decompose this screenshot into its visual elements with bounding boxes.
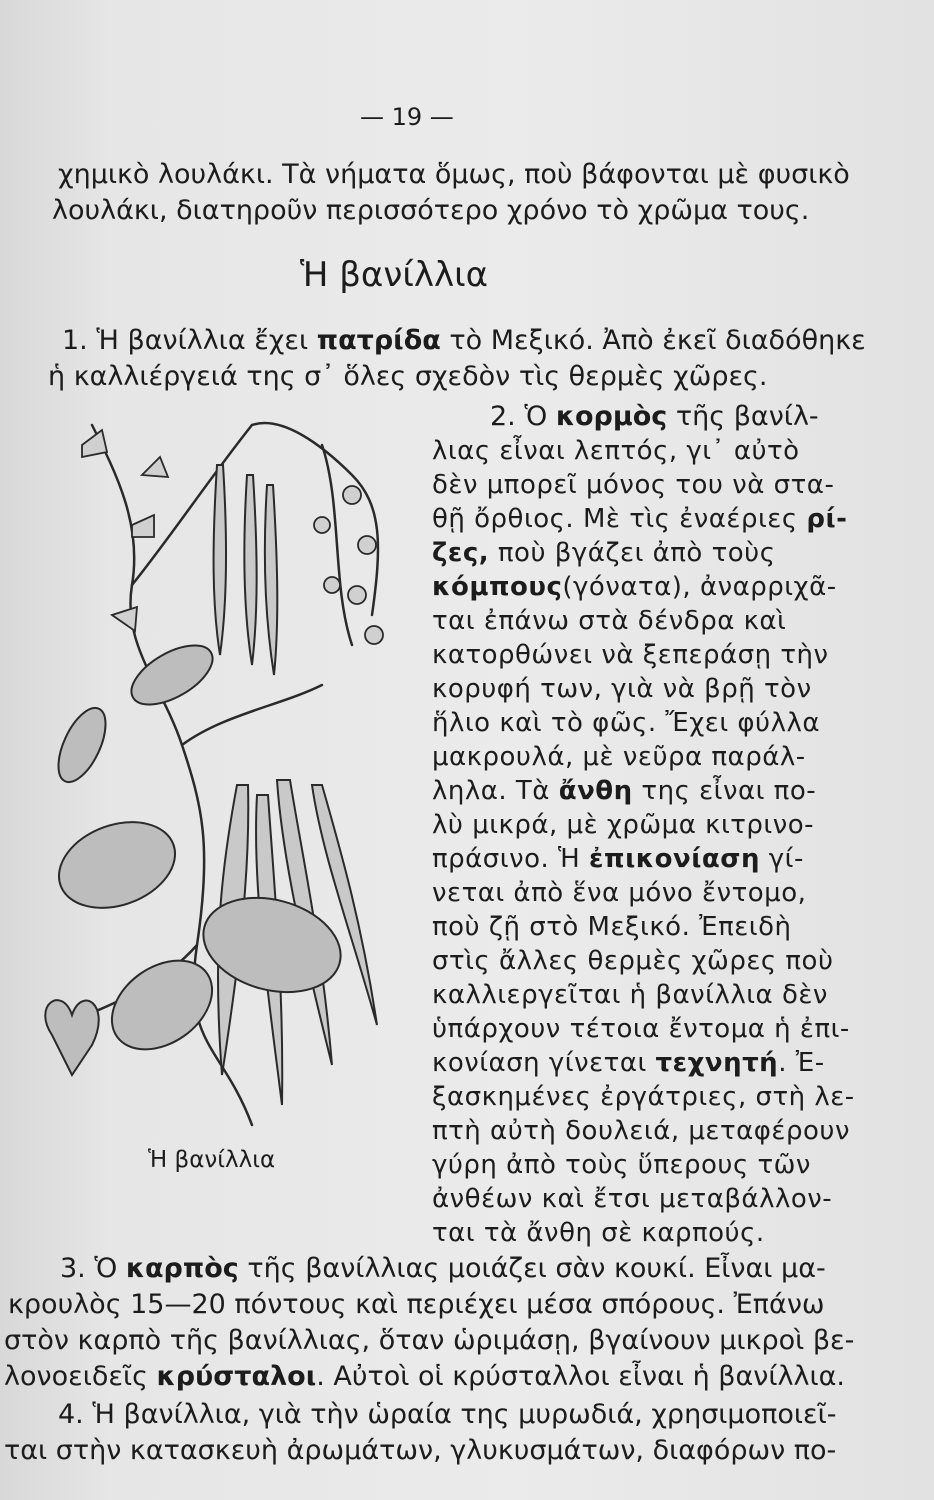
figure-caption: Ἡ βανίλλια	[148, 1147, 276, 1173]
para3-line-4: λονοειδεῖς κρύσταλοι. Αὐτοὶ οἱ κρύσταλλοι εἶναι ἡ βανίλλια.	[4, 1361, 846, 1392]
para3-line-3: στὸν καρπὸ τῆς βανίλλιας, ὅταν ὡριμάσῃ, βγαίνουν μικροὶ βε-	[4, 1325, 855, 1356]
para2-line-9: κορυφή των, γιὰ νὰ βρῇ τὸν	[432, 674, 812, 704]
para3-line-2: κρουλὸς 15—20 πόντους καὶ περιέχει μέσα σπόρους. Ἐπάνω	[8, 1289, 825, 1320]
para2-line-21: ξασκημένες ἐργάτριες, στὴ λε-	[432, 1082, 855, 1112]
para2-line-16: ποὺ ζῇ στὸ Μεξικό. Ἐπειδὴ	[432, 912, 792, 942]
para2-line-12: ληλα. Τὰ ἄνθη της εἶναι πο-	[432, 776, 817, 806]
para2-line-13: λὺ μικρά, μὲ χρῶμα κιτρινο-	[432, 810, 815, 840]
para2-line-2: λιας εἶναι λεπτός, γι᾽ αὐτὸ	[432, 436, 800, 466]
vanilla-plant-illustration	[22, 385, 417, 1135]
intro-line-1: χημικὸ λουλάκι. Τὰ νήματα ὅμως, ποὺ βάφονται μὲ φυσικὸ	[58, 159, 850, 190]
para2-line-19: ὑπάρχουν τέτοια ἔντομα ἡ ἐπι-	[432, 1014, 850, 1044]
para2-line-25: ται τὰ ἄνθη σὲ καρπούς.	[432, 1218, 765, 1248]
para2-line-23: γύρη ἀπὸ τοὺς ὕπερους τῶν	[432, 1150, 811, 1180]
section-title: Ἡ βανίλλια	[300, 255, 488, 295]
para2-line-7: ται ἐπάνω στὰ δένδρα καὶ	[432, 606, 787, 636]
para2-line-14: πράσινο. Ἡ ἐπικονίαση γί-	[432, 844, 804, 874]
para2-line-11: μακρουλά, μὲ νεῦρα παράλ-	[432, 742, 806, 772]
para3-line-1: 3. Ὁ καρπὸς τῆς βανίλλιας μοιάζει σὰν κουκί. Εἶναι μα-	[60, 1253, 826, 1284]
para2-line-3: δὲν μπορεῖ μόνος του νὰ στα-	[432, 470, 835, 500]
para2-line-15: νεται ἀπὸ ἕνα μόνο ἔντομο,	[432, 878, 807, 908]
para2-line-5: ζες, ποὺ βγάζει ἀπὸ τοὺς	[432, 538, 776, 568]
para2-line-8: κατορθώνει νὰ ξεπεράσῃ τὴν	[432, 640, 829, 670]
para2-line-20: κονίαση γίνεται τεχνητή. Ἐ-	[432, 1048, 825, 1078]
para2-line-6: κόμπους(γόνατα), ἀναρριχᾶ-	[432, 572, 837, 602]
para2-line-22: πτὴ αὐτὴ δουλειά, μεταφέρουν	[432, 1116, 850, 1146]
para4-line-2: ται στὴν κατασκευὴ ἀρωμάτων, γλυκυσμάτων, διαφόρων πο-	[4, 1435, 837, 1466]
para1-line-2: ἡ καλλιέργειά της σ᾽ ὅλες σχεδὸν τὶς θερμὲς χῶρες.	[48, 361, 768, 392]
para2-line-18: καλλιεργεῖται ἡ βανίλλια δὲν	[432, 980, 828, 1010]
para2-line-24: ἀνθέων καὶ ἔτσι μεταβάλλον-	[432, 1184, 833, 1214]
intro-line-2: λουλάκι, διατηροῦν περισσότερο χρόνο τὸ χρῶμα τους.	[52, 195, 810, 226]
para4-line-1: 4. Ἡ βανίλλια, γιὰ τὴν ὡραία της μυρωδιά, χρησιμοποιεῖ-	[58, 1399, 837, 1430]
para2-line-4: θῇ ὄρθιος. Μὲ τὶς ἐναέριες ρί-	[432, 504, 848, 534]
para2-line-1: 2. Ὁ κορμὸς τῆς βανίλ-	[490, 401, 819, 432]
para2-line-10: ἥλιο καὶ τὸ φῶς. Ἔχει φύλλα	[432, 708, 820, 738]
page-number: — 19 —	[360, 103, 454, 131]
para1-line-1: 1. Ἡ βανίλλια ἔχει πατρίδα τὸ Μεξικό. Ἀπὸ ἐκεῖ διαδόθηκε	[62, 325, 866, 356]
para2-line-17: στὶς ἄλλες θερμὲς χῶρες ποὺ	[432, 946, 834, 976]
